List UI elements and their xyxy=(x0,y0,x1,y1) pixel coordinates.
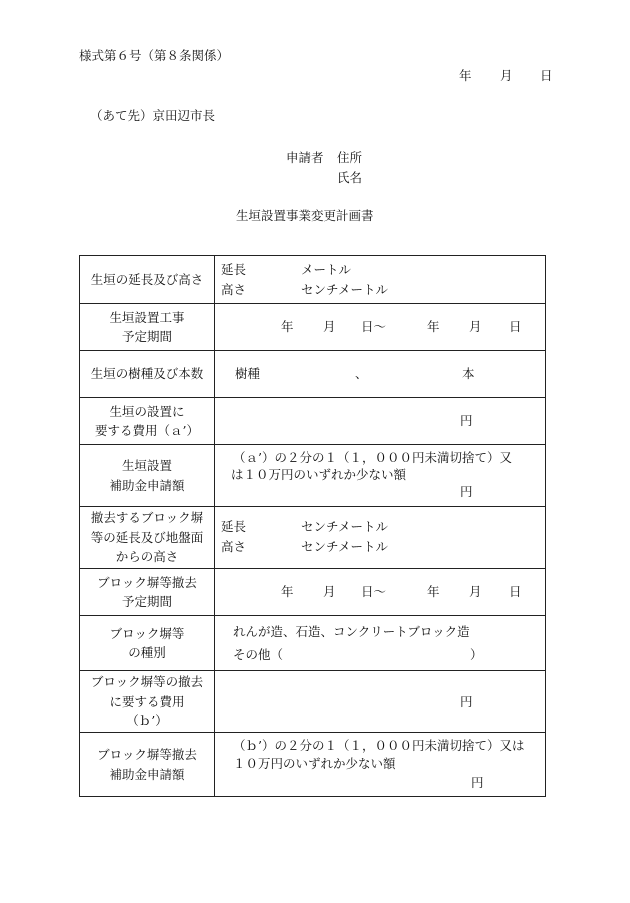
label-line: 補助金申請額 xyxy=(109,766,185,782)
label-line: 予定期間 xyxy=(121,329,172,344)
height-unit: センチメートル xyxy=(301,282,389,297)
block-removal-subsidy-cell xyxy=(215,733,546,797)
table-row-hedge-cost xyxy=(80,398,546,445)
end-month-label: 月 xyxy=(469,584,482,599)
hedge-dimensions-cell xyxy=(215,256,546,304)
label-line: 撤去するブロック塀 xyxy=(90,510,204,526)
length-label: 延長 xyxy=(221,519,247,534)
height-label: 高さ xyxy=(221,282,247,297)
row-label xyxy=(80,304,215,351)
hedge-period-cell xyxy=(215,304,546,351)
label-line: からの高さ xyxy=(115,549,179,565)
yen-unit: 円 xyxy=(460,694,473,709)
yen-unit: 円 xyxy=(460,413,473,428)
table-row-block-removal-subsidy xyxy=(80,733,546,797)
hedge-species-cell xyxy=(215,351,546,398)
subsidy-rule-line1: （ｂ’）の２分の１（１，０００円未満切捨て）又は xyxy=(233,738,525,753)
block-type-cell xyxy=(215,616,546,671)
label-line: に要する費用 xyxy=(109,693,185,709)
row-label xyxy=(80,733,215,797)
row-label xyxy=(80,569,215,616)
start-year-label: 年 xyxy=(281,319,294,334)
date-day-label: 日 xyxy=(540,68,553,83)
start-day-label: 日～ xyxy=(361,319,387,334)
row-label xyxy=(80,445,215,507)
end-year-label: 年 xyxy=(427,584,440,599)
label-line: 生垣の設置に xyxy=(109,403,185,419)
start-year-label: 年 xyxy=(281,584,294,599)
row-label xyxy=(80,671,215,733)
other-label: その他（ xyxy=(233,647,284,662)
subsidy-rule-line2: は１０万円のいずれか少ない額 xyxy=(231,467,407,482)
table-row-block-removal-period xyxy=(80,569,546,616)
label-line: （ｂ’） xyxy=(126,713,168,729)
length-unit: メートル xyxy=(301,262,352,277)
label-line: 生垣の樹種及び本数 xyxy=(90,366,204,382)
row-label xyxy=(80,256,215,304)
material-options: れんが造、石造、コンクリートブロック造 xyxy=(233,624,470,639)
label-line: 生垣設置工事 xyxy=(109,309,185,325)
row-label xyxy=(80,398,215,445)
table-row-hedge-species-count xyxy=(80,351,546,398)
species-separator: 、 xyxy=(355,366,368,381)
table-row-block-wall-dimensions xyxy=(80,507,546,569)
form-number: 様式第６号（第８条関係） xyxy=(79,48,230,63)
count-unit: 本 xyxy=(462,366,475,381)
addressee: （あて先）京田辺市長 xyxy=(90,108,216,123)
table-row-block-type xyxy=(80,616,546,671)
hedge-subsidy-cell xyxy=(215,445,546,507)
species-label: 樹種 xyxy=(235,366,261,381)
start-month-label: 月 xyxy=(323,319,336,334)
label-line: 補助金申請額 xyxy=(109,477,185,493)
yen-unit: 円 xyxy=(460,484,473,499)
length-unit: センチメートル xyxy=(301,519,389,534)
table-row-hedge-subsidy xyxy=(80,445,546,507)
other-close-paren: ） xyxy=(470,647,483,662)
start-day-label: 日～ xyxy=(361,584,387,599)
applicant-label: 申請者 xyxy=(286,150,324,165)
end-month-label: 月 xyxy=(469,319,482,334)
length-label: 延長 xyxy=(221,262,247,277)
label-line: ブロック塀等の撤去 xyxy=(90,674,204,690)
hedge-cost-cell xyxy=(215,398,546,445)
block-removal-period-cell xyxy=(215,569,546,616)
end-year-label: 年 xyxy=(427,319,440,334)
date-year-label: 年 xyxy=(459,68,472,83)
end-day-label: 日 xyxy=(509,319,522,334)
table-row-hedge-length-height xyxy=(80,256,546,304)
plan-change-table xyxy=(79,255,546,797)
end-day-label: 日 xyxy=(509,584,522,599)
subsidy-rule-line1: （ａ’）の２分の１（１，０００円未満切捨て）又 xyxy=(233,450,512,465)
row-label xyxy=(80,351,215,398)
label-line: ブロック塀等撤去 xyxy=(97,747,197,763)
subsidy-rule-line2: １０万円のいずれか少ない額 xyxy=(233,756,396,771)
name-label: 氏名 xyxy=(337,170,363,185)
height-unit: センチメートル xyxy=(301,539,389,554)
address-label: 住所 xyxy=(337,150,363,165)
block-removal-cost-cell xyxy=(215,671,546,733)
label-line: ブロック塀等撤去 xyxy=(97,574,197,590)
page-title: 生垣設置事業変更計画書 xyxy=(236,208,374,223)
table-row-hedge-work-period xyxy=(80,304,546,351)
label-line: ブロック塀等 xyxy=(109,625,185,641)
label-line: 生垣の延長及び高さ xyxy=(90,271,204,287)
row-label xyxy=(80,616,215,671)
height-label: 高さ xyxy=(221,539,247,554)
block-wall-dimensions-cell xyxy=(215,507,546,569)
date-month-label: 月 xyxy=(500,68,513,83)
table-row-block-removal-cost xyxy=(80,671,546,733)
label-line: の種別 xyxy=(128,645,166,660)
yen-unit: 円 xyxy=(471,775,484,790)
label-line: 等の延長及び地盤面 xyxy=(90,529,204,545)
label-line: 予定期間 xyxy=(121,594,172,609)
label-line: 生垣設置 xyxy=(121,458,172,474)
start-month-label: 月 xyxy=(323,584,336,599)
row-label xyxy=(80,507,215,569)
label-line: 要する費用（ａ’） xyxy=(95,423,199,438)
